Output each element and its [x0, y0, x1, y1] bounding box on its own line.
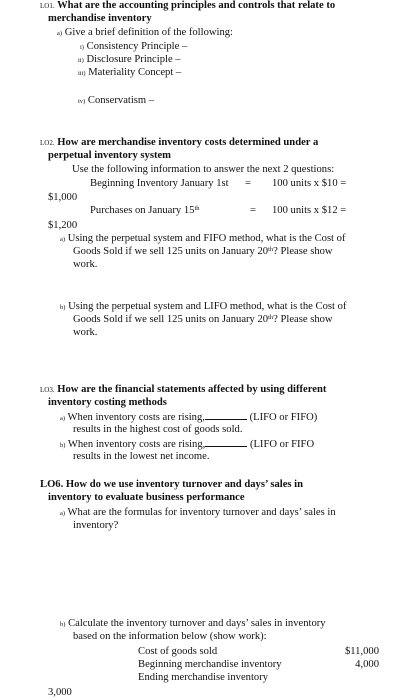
lo2-question-a-line1: a) Using the perpetual system and FIFO method, what is the Cost of — [60, 233, 346, 244]
lo3-question-a-line2: results in the highest cost of goods sold. — [73, 424, 243, 435]
lo6-question-b-line2: based on the information below (show work): — [73, 631, 267, 642]
lo1-item-disclosure: ii) Disclosure Principle – — [78, 54, 181, 65]
lo2-purchases-total: $1,200 — [48, 220, 78, 231]
lo6-question-a-line1: a) What are the formulas for inventory turnover and days’ sales in — [60, 507, 336, 518]
answer-blank — [205, 410, 247, 420]
lo1-heading-line1: LO1. What are the accounting principles and controls that relate to — [40, 0, 336, 11]
lo2-beginning-eq: = — [245, 178, 251, 189]
lo2-heading-line2: perpetual inventory system — [48, 150, 171, 161]
lo1-item-consistency: i) Consistency Principle – — [80, 41, 188, 52]
lo3-heading-line2: inventory costing methods — [48, 397, 167, 408]
lo2-beginning-total: $1,000 — [48, 192, 78, 203]
lo3-question-b-line2: results in the lowest net income. — [73, 451, 210, 462]
lo2-purchases-label: Purchases on January 15th — [90, 205, 200, 216]
lo1-heading-line2: merchandise inventory — [48, 13, 152, 24]
row-beginning-inventory-value: 4,000 — [355, 659, 379, 670]
lo1-item-conservatism: iv) Conservatism – — [78, 95, 155, 106]
lo6-question-b-line1: b) Calculate the inventory turnover and days’ sales in inventory — [60, 618, 326, 629]
row-beginning-inventory-label: Beginning merchandise inventory — [138, 659, 282, 670]
lo2-question-a-line2: Goods Sold if we sell 125 units on January 20th? Please show — [73, 246, 333, 257]
lo2-question-b-line1: b) Using the perpetual system and LIFO method, what is the Cost of — [60, 301, 347, 312]
lo2-tag: LO2. — [40, 139, 55, 147]
lo1-item-materiality: iii) Materiality Concept – — [78, 67, 182, 78]
lo2-purchases-eq: = — [250, 205, 256, 216]
row-ending-inventory-value: 3,000 — [48, 687, 72, 698]
lo2-purchases-calc: 100 units x $12 = — [272, 205, 347, 216]
row-ending-inventory-label: Ending merchandise inventory — [138, 672, 269, 683]
lo3-question-a-line1: a) When inventory costs are rising, (LIFO or FIFO) — [60, 412, 318, 423]
lo1-tag: LO1. — [40, 2, 55, 10]
lo1-prompt: a) Give a brief definition of the following: — [57, 27, 233, 38]
lo6-heading-line1: LO6. How do we use inventory turnover and days’ sales in — [40, 479, 304, 490]
lo2-question-b-line2: Goods Sold if we sell 125 units on January 20th? Please show — [73, 314, 333, 325]
lo3-heading-line1: LO3. How are the financial statements affected by using different — [40, 384, 327, 395]
lo2-beginning-label: Beginning Inventory January 1st — [90, 178, 229, 189]
lo2-beginning-calc: 100 units x $10 = — [272, 178, 347, 189]
lo2-question-a-line3: work. — [73, 259, 98, 270]
lo2-heading-line1: LO2. How are merchandise inventory costs determined under a — [40, 137, 319, 148]
lo6-question-a-line2: inventory? — [73, 520, 119, 531]
lo3-tag: LO3. — [40, 386, 55, 394]
lo2-question-b-line3: work. — [73, 327, 98, 338]
lo6-heading-line2: inventory to evaluate business performance — [48, 492, 245, 503]
row-cogs-value: $11,000 — [344, 646, 379, 657]
answer-blank — [205, 437, 247, 447]
row-cogs-label: Cost of goods sold — [138, 646, 218, 657]
lo3-question-b-line1: b) When inventory costs are rising, (LIFO or FIFO — [60, 439, 315, 450]
lo2-intro: Use the following information to answer the next 2 questions: — [72, 164, 335, 175]
